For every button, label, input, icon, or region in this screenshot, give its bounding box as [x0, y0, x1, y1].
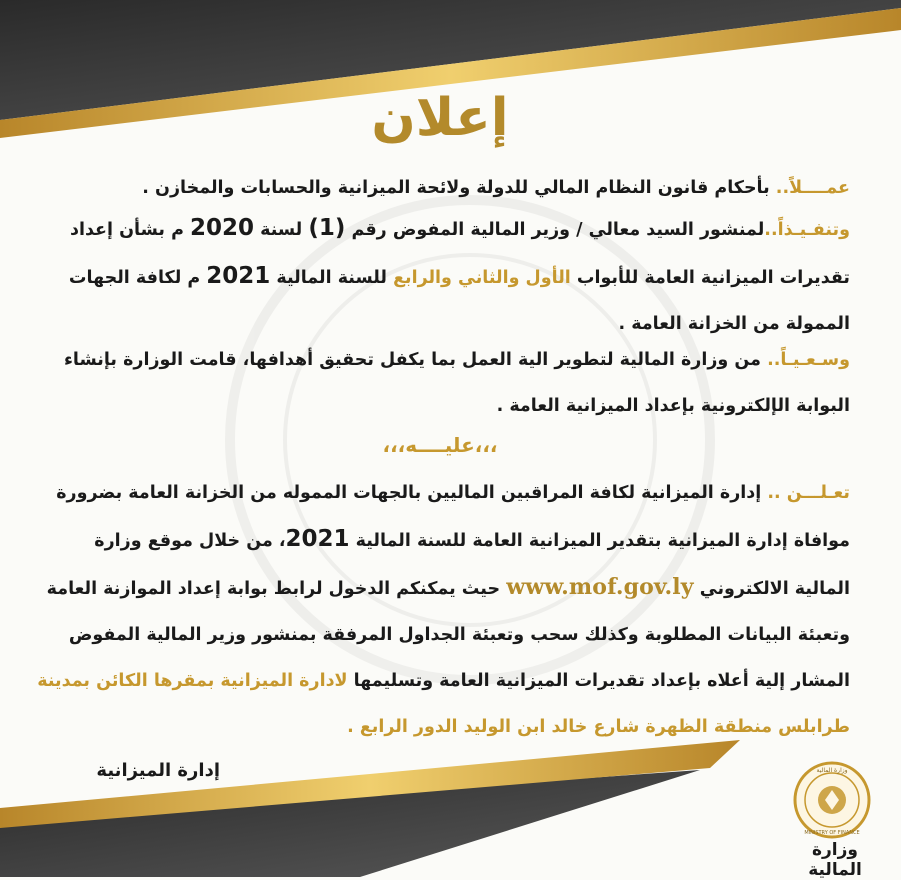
therefore-heading: ،،،عليــــه،،،	[382, 433, 498, 457]
signature: إدارة الميزانية	[96, 760, 220, 781]
paragraph-text: حيث يمكنكم الدخول لرابط بوابة إعداد الموازنة العامة وتعبئة البيانات المطلوبة وكذلك سحب وتعبئة الجداول المرفقة بمنشور وزير المالية المفوض المشار إلية أعلاه بإعداد تقديرات الميزانية العامة وتسليمها	[46, 579, 850, 691]
svg-text:وزارة المالية: وزارة المالية	[816, 767, 848, 774]
circular-number: (1)	[308, 215, 346, 241]
paragraph-effort	[35, 337, 850, 429]
paragraph-lead: وسـعـيـاً..	[767, 350, 850, 370]
paragraph-text: ، من خلال موقع وزارة المالية الالكتروني	[94, 531, 850, 599]
paragraph-text: م لكافة الجهات الممولة من الخزانة العامة .	[68, 268, 850, 334]
circular-year: 2020	[190, 215, 255, 241]
seal-arabic-text	[792, 764, 872, 774]
fiscal-year: 2021	[285, 526, 350, 552]
page-title: إعلان	[371, 88, 509, 148]
paragraph-lead: تعـلـــن ..	[767, 483, 850, 503]
paragraph-implementation	[35, 205, 850, 347]
paragraph-text: م بشأن إعداد تقديرات الميزانية العامة للأبواب	[69, 220, 850, 288]
paragraph-lead: عمــــلاً..	[775, 178, 850, 198]
paragraph-text: من وزارة المالية لتطوير الية العمل بما يكفل تحقيق أهدافها، قامت الوزارة بإنشاء البوابة الإلكترونية بإعداد الميزانية العامة .	[63, 350, 850, 416]
seal-english-text	[792, 826, 872, 836]
paragraph-text: بأحكام قانون النظام المالي للدولة ولائحة الميزانية والحسابات والمخازن .	[142, 178, 776, 198]
ministry-website-link[interactable]: www.mof.gov.ly	[506, 574, 694, 600]
paragraph-text: لسنة	[254, 220, 309, 240]
paragraph-text: للسنة المالية	[270, 268, 394, 288]
paragraph-lead: وتنفـيـذاً..	[764, 220, 850, 240]
budget-department-address: لادارة الميزانية بمقرها الكائن بمدينة طرابلس منطقة الظهرة شارع خالد ابن الوليد الدور الرابع .	[37, 671, 850, 737]
paragraph-text: لمنشور السيد معالي / وزير المالية المفوض رقم	[345, 220, 765, 240]
paragraph-text: إدارة الميزانية لكافة المراقبين الماليين بالجهات المموله من الخزانة العامة بضرورة موافاة إدارة الميزانية بتقدير الميزانية العامة للسنة المالية	[56, 483, 850, 551]
fiscal-year: 2021	[206, 263, 271, 289]
svg-text:MINISTRY OF FINANCE: MINISTRY OF FINANCE	[804, 830, 860, 836]
announcement-body	[30, 0, 850, 877]
paragraph-notice	[35, 470, 850, 750]
budget-chapters: الأول والثاني والرابع	[393, 268, 571, 288]
ministry-name: وزارة المالية	[808, 840, 862, 880]
